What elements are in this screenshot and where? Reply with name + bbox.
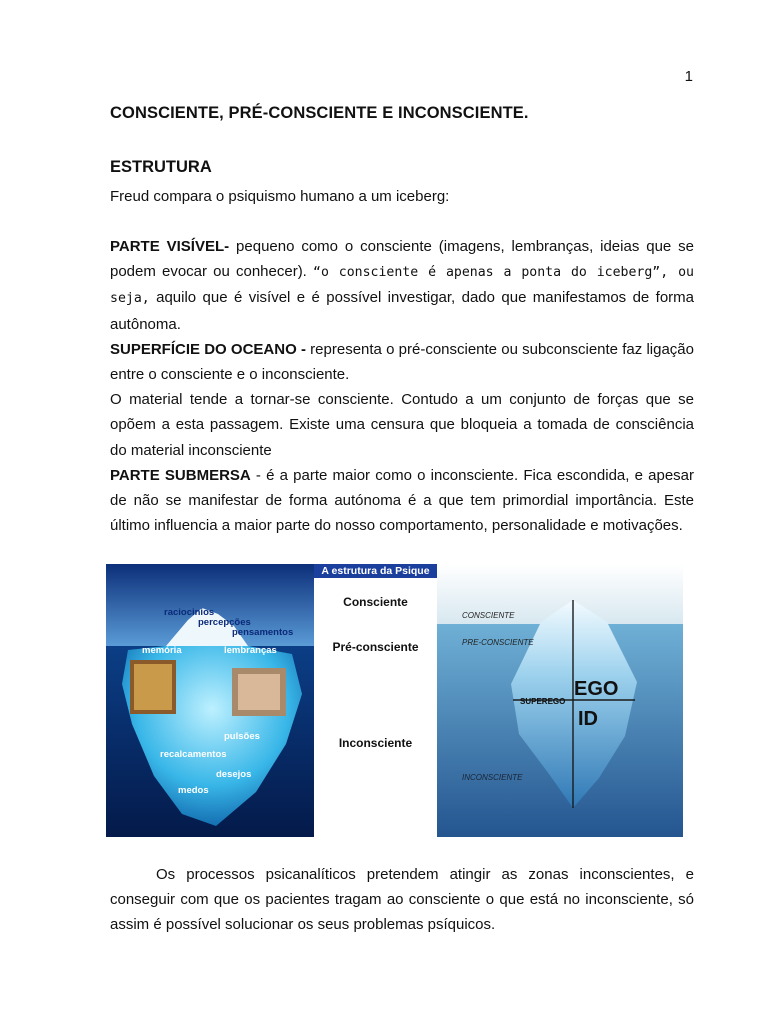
surface-text: representa o pré-consciente ou subconsciente faz ligação entre o consciente e o inconsciente. xyxy=(110,340,694,384)
label-medos: medos xyxy=(178,785,209,796)
label-consciente-right: CONSCIENTE xyxy=(462,611,515,620)
iceberg-quote: “o consciente é apenas a ponta do iceberg”, ou seja, xyxy=(110,265,694,307)
visible-part-label: PARTE VISÍVEL- xyxy=(110,238,230,255)
visible-part-text-a: pequeno como o consciente (imagens, lembranças, ideias que se podem evocar ou conhecer). xyxy=(110,238,694,281)
iceberg-contents-image xyxy=(106,564,314,837)
label-pre-consciente: Pré-consciente xyxy=(332,640,419,654)
label-pre-consciente-right: PRE-CONSCIENTE xyxy=(462,638,534,647)
label-superego: SUPEREGO xyxy=(520,697,566,706)
psyche-structure-panel xyxy=(314,564,437,837)
section-heading: ESTRUTURA xyxy=(110,158,212,176)
label-desejos: desejos xyxy=(216,769,252,780)
surface-paragraph xyxy=(110,337,694,387)
label-pulsoes: pulsões xyxy=(224,731,260,742)
psyche-structure-header: A estrutura da Psique xyxy=(314,564,437,578)
material-paragraph: O material tende a tornar-se consciente. Contudo a um conjunto de forças que se opõem a esta passagem. Existe uma censura que bloqueia a tomada de consciência do material inconsciente xyxy=(110,391,694,459)
label-inconsciente: Inconsciente xyxy=(338,736,413,750)
label-id: ID xyxy=(578,708,598,730)
label-recalcamentos: recalcamentos xyxy=(160,749,227,760)
label-ego: EGO xyxy=(574,678,619,700)
closing-text: Os processos psicanalíticos pretendem atingir as zonas inconscientes, e conseguir com que os pacientes tragam ao consciente o que está no inconsciente, só assim é possível solucionar os seus problemas psíquicos. xyxy=(110,866,694,934)
label-consciente: Consciente xyxy=(343,595,408,609)
label-percepcoes: percepções xyxy=(198,617,251,628)
surface-label: SUPERFÍCIE DO OCEANO - xyxy=(110,340,306,358)
label-raciocinios: raciocinios xyxy=(164,607,215,618)
page-number: 1 xyxy=(684,68,693,85)
visible-part-text-b: aquilo que é visível e é possível investigar, dado que manifestamos de forma autônoma. xyxy=(110,289,694,333)
body-text xyxy=(110,234,694,538)
label-inconsciente-right: INCONSCIENTE xyxy=(462,773,523,782)
intro-paragraph: Freud compara o psiquismo humano a um iceberg: xyxy=(110,188,450,205)
submerged-paragraph xyxy=(110,463,694,539)
iceberg-figure xyxy=(106,564,683,837)
closing-paragraph xyxy=(110,862,694,938)
submerged-label: PARTE SUBMERSA xyxy=(110,466,251,484)
label-pensamentos: pensamentos xyxy=(232,627,294,638)
submerged-text: - é a parte maior como o inconsciente. Fica escondida, e apesar de não se manifestar de forma autónoma é a que tem primordial importância. Este último influencia a maior parte do nosso comportamento, personalidade e motivações. xyxy=(110,466,694,535)
label-memoria: memória xyxy=(142,645,182,656)
document-title: CONSCIENTE, PRÉ-CONSCIENTE E INCONSCIENTE. xyxy=(110,104,529,122)
visible-part-paragraph xyxy=(110,234,694,337)
label-lembrancas: lembranças xyxy=(224,645,277,656)
